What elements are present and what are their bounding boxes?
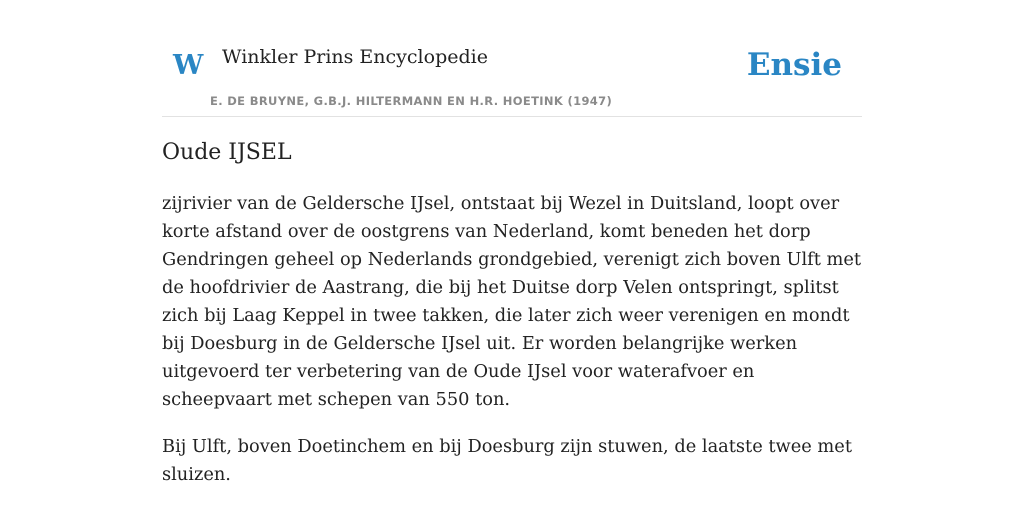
- article: [162, 138, 862, 489]
- article-title: Oude IJSEL: [162, 140, 292, 165]
- article-paragraph: zijrivier van de Geldersche IJsel, ontstaat bij Wezel in Duitsland, loopt over korte afstand over de oostgrens van Nederland, komt beneden het dorp Gendringen geheel op Nederlands grondgebied, verenigt zich boven Ulft met de hoofdrivier de Aastrang, die bij het Duitse dorp Velen ontspringt, splitst zich bij Laag Keppel in twee takken, die later zich weer verenigen en mondt bij Doesburg in de Geldersche IJsel uit. Er worden belangrijke werken uitgevoerd ter verbetering van de Oude IJsel voor waterafvoer en scheepvaart met schepen van 550 ton.: [162, 192, 862, 410]
- source-title[interactable]: Winkler Prins Encyclopedie: [222, 46, 488, 68]
- source-header: [162, 0, 862, 117]
- winkler-prins-logo: W: [173, 50, 204, 81]
- source-authors: E. DE BRUYNE, G.B.J. HILTERMANN EN H.R. HOETINK (1947): [210, 94, 613, 108]
- article-paragraph: Bij Ulft, boven Doetinchem en bij Doesburg zijn stuwen, de laatste twee met sluizen.: [162, 435, 852, 485]
- ensie-logo[interactable]: Ensie: [746, 47, 842, 83]
